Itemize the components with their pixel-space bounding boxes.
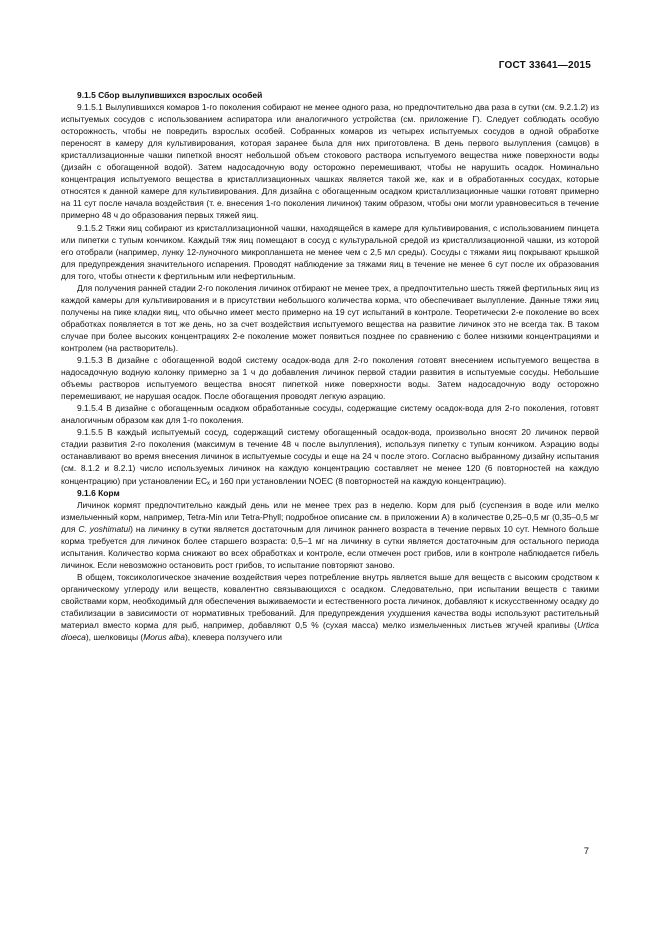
- section-heading-9-1-6: 9.1.6 Корм: [77, 487, 120, 498]
- paragraph-9-1-5-5: [61, 426, 599, 486]
- paragraph-second-generation: Для получения ранней стадии 2-го поколения личинок отбирают не менее трех, а предпочтительно шесть тяжей фертильных яиц из каждой камеры для культивирования и в присутствии небольшого количества корма, что обеспечивает вылупление. Данные тяжи яиц получены на пике кладки яиц, что обычно имеет место примерно на 19 сут испытаний в контроле. Теоретически 2-е поколение во всех обработках появляется в тот же день, но за счет воздействия испытуемого вещества на развитие личинок это не всегда так. В таком случае при более высоких концентрациях 2-е поколение может появиться позднее по сравнению с более низкими концентрациями и контролем (на растворитель).: [61, 282, 599, 353]
- text-run: Личинок кормят предпочтительно каждый день или не менее трех раз в неделю. Корм для рыб (суспензия в воде или мелко измельченный корм, например, Tetra-Min или Tetra-Phyll; подробное описание см. в приложении А) в количестве 0,25–0,5 мг (0,35–0,5 мг для: [61, 499, 599, 534]
- text-run: В общем, токсикологическое значение воздействия через потребление внутрь является выше для веществ с высоким сродством к органическому углероду или веществ, ковалентно связывающихся с осадком. Следовательно, при испытании веществ с такими свойствами корм, необходимый для обеспечения выживаемости и естественного роста личинок, добавляют к искусственному осадку до стабилизации в зависимости от нормативных требований. Для предупреждения ухудшения качества воды используют растительный материал вместо корма для рыб, например, добавляют 0,5 % (сухая масса) мелко измельченных листьев жгучей крапивы (: [61, 571, 599, 631]
- text-run: ), клевера ползучего или: [184, 632, 283, 643]
- text-run: ) на личинку в сутки является достаточным для личинок раннего возраста в течение первых 10 сут. Немного больше корма требуется для личинок более старшего возраста: 0,5–1 мг на личинку в сутки является достаточным для остального периода испытания. Количество корма снижают во всех обработках и контроле, если отмечен рост грибов, или в контроле наблюдается гибель личинок. Если невозможно остановить рост грибов, то испытание повторяют заново.: [61, 523, 599, 570]
- paragraph-9-1-5-1: 9.1.5.1 Вылупившихся комаров 1-го поколения собирают не менее одного раза, но предпочтительно два раза в сутки (см. 9.2.1.2) из испытуемых сосудов с использованием аспиратора или аналогичного устройства (см. приложение Г). Следует соблюдать особую осторожность, чтобы не повредить взрослых особей. Собранных комаров из четырех испытуемых сосудов в одной обработке переносят в камеру для культивирования, которая заранее была для них приготовлена. В день первого вылупления (самцов) в кристаллизационные чашки пипеткой вносят небольшой объем стокового раствора испытуемого вещества ниже поверхности воды (дизайн с обогащенной водой). Затем надосадочную воду осторожно перемешивают, чтобы не нарушить осадок. Номинально концентрация испытуемого вещества в кристаллизационных чашках является такой же, как и в обработанных сосудах, которые относятся к данной камере для культивирования. Для дизайна с обогащенным осадком кристаллизационные чашки готовят примерно на 11 сут после начала воздействия (т. е. внесения 1-го поколения личинок) таким образом, чтобы они могли уравновеситься в течение примерно 48 ч до образования первых тяжей яиц.: [61, 102, 599, 221]
- text-run: ), шелковицы (: [85, 632, 144, 643]
- section-heading-9-1-5: 9.1.5 Сбор вылупившихся взрослых особей: [77, 90, 263, 100]
- paragraph-9-1-5-4: 9.1.5.4 В дизайне с обогащенным осадком обработанные сосуды, содержащие систему осадок-вода для 2-го поколения, готовят аналогичным образом как для 1-го поколения.: [61, 403, 599, 426]
- paragraph-feeding-2: [61, 571, 599, 643]
- document-code: ГОСТ 33641—2015: [498, 60, 591, 71]
- paragraph-9-1-5-2: 9.1.5.2 Тяжи яиц собирают из кристаллизационной чашки, находящейся в камере для культивирования, с использованием пинцета или пипетки с тупым кончиком. Каждый тяж яиц помещают в сосуд с культуральной средой из кристаллизационной чашки, из которой его отобрали (например, лунку 12-луночного микропланшета не менее чем с 2,5 мл среды). Сосуды с тяжами яиц покрывают крышкой для предупреждения значительного испарения. Проводят наблюдение за тяжами яиц в течение не менее 6 сут после их образования для того, чтобы отнести к фертильным или нефертильным.: [61, 222, 599, 281]
- subscript-x: x: [207, 480, 211, 487]
- species-name: C. yoshimatui: [78, 523, 131, 534]
- page-number: 7: [583, 846, 589, 857]
- paragraph-9-1-5-3: 9.1.5.3 В дизайне с обогащенной водой систему осадок-вода для 2-го поколения готовят внесением испытуемого вещества в надосадочную водную колонку примерно за 1 ч до добавления личинок первой стадии развития в испытуемые сосуды. Небольшие объемы растворов испытуемого вещества вносят пипеткой ниже поверхности воды. Затем надосадочную воду осторожно перемешивают, не нарушая осадок. После обогащения проводят легкую аэрацию.: [61, 355, 599, 402]
- species-name: Urtica dioeca: [61, 620, 599, 643]
- species-name: Morus alba: [143, 632, 185, 643]
- text-run: и 160 при установлении NOEC (8 повторностей на каждую концентрацию).: [210, 475, 507, 486]
- document-body: [61, 89, 599, 643]
- paragraph-feeding-1: [61, 499, 599, 571]
- text-run: 9.1.5.5 В каждый испытуемый сосуд, содержащий систему обогащенный осадок-вода, произвольно вносят 20 личинок первой стадии развития 2-го поколения (максимум в течение 48 ч после вылупления), используя пипетку с тупым кончиком. Аэрацию воды останавливают во время внесения личинок в испытуемые сосуды и еще на 24 ч после этого. Согласно выбранному дизайну испытания (см. 8.1.2 и 8.2.1) число используемых личинок на каждую концентрацию составляет не менее 120 (6 повторностей на каждую концентрацию) при установлении EC: [61, 427, 599, 486]
